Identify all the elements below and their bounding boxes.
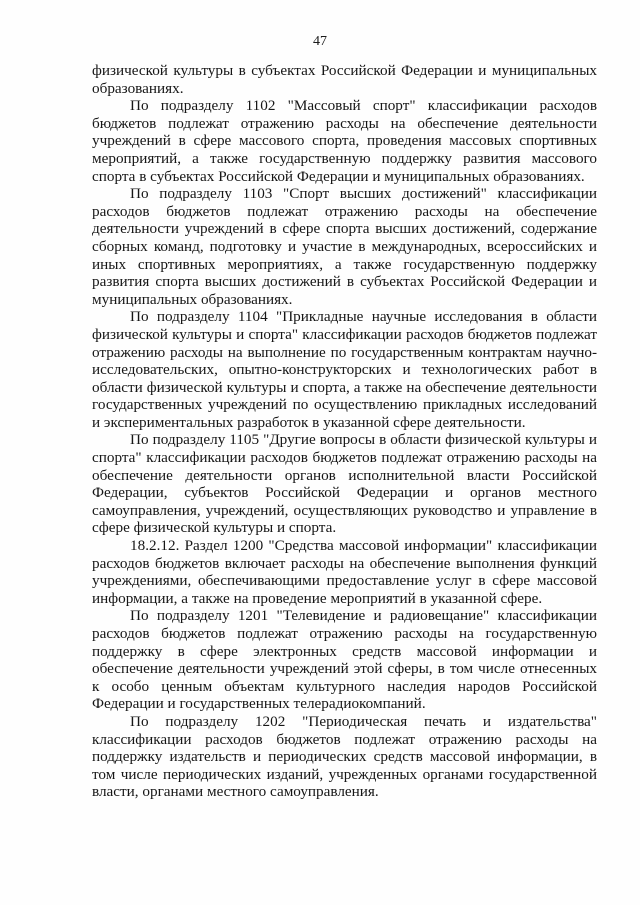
paragraph-subsection-1102: По подразделу 1102 "Массовый спорт" классификации расходов бюджетов подлежат отражению расходы на обеспечение деятельности учреждений в сфере массового спорта, проведения массовых спортивных мероприятий, а также государственную поддержку развития массового спорта в субъектах Российской Федерации и муниципальных образованиях. bbox=[92, 97, 597, 185]
paragraph-subsection-1104: По подразделу 1104 "Прикладные научные исследования в области физической культуры и спорта" классификации расходов бюджетов подлежат отражению расходы на выполнение по государственным контрактам научно-исследовательских, опытно-конструкторских и технологических работ в области физической культуры и спорта, а также на обеспечение деятельности государственных учреждений по осуществлению прикладных исследований и экспериментальных разработок в указанной сфере деятельности. bbox=[92, 308, 597, 431]
paragraph-subsection-1201: По подразделу 1201 "Телевидение и радиовещание" классификации расходов бюджетов подлежат отражению расходы на государственную поддержку в сфере электронных средств массовой информации и обеспечение деятельности учреждений этой сферы, в том числе отнесенных к особо ценным объектам культурного наследия народов Российской Федерации и государственных телерадиокомпаний. bbox=[92, 607, 597, 713]
paragraph-continuation: физической культуры в субъектах Российской Федерации и муниципальных образованиях. bbox=[92, 62, 597, 97]
document-body bbox=[92, 62, 597, 801]
paragraph-section-1200: 18.2.12. Раздел 1200 "Средства массовой информации" классификации расходов бюджетов включает расходы на обеспечение выполнения функций учреждениями, обеспечивающими предоставление услуг в сфере массовой информации, а также на проведение мероприятий в указанной сфере. bbox=[92, 537, 597, 607]
page-number: 47 bbox=[313, 34, 327, 49]
paragraph-subsection-1202: По подразделу 1202 "Периодическая печать и издательства" классификации расходов бюджетов подлежат отражению расходы на поддержку издательств и периодических средств массовой информации, в том числе периодических изданий, учрежденных органами государственной власти, органами местного самоуправления. bbox=[92, 712, 597, 801]
paragraph-subsection-1103: По подразделу 1103 "Спорт высших достижений" классификации расходов бюджетов подлежат отражению расходы на обеспечение деятельности учреждений в сфере спорта высших достижений, содержание сборных команд, подготовку и участие в международных, всероссийских и иных спортивных мероприятиях, а также государственную поддержку развития спорта высших достижений в субъектах Российской Федерации и муниципальных образованиях. bbox=[92, 185, 597, 308]
paragraph-subsection-1105: По подразделу 1105 "Другие вопросы в области физической культуры и спорта" классификации расходов бюджетов подлежат отражению расходы на обеспечение деятельности органов исполнительной власти Российской Федерации, субъектов Российской Федерации и органов местного самоуправления, учреждений, осуществляющих руководство и управление в сфере физической культуры и спорта. bbox=[92, 431, 597, 537]
